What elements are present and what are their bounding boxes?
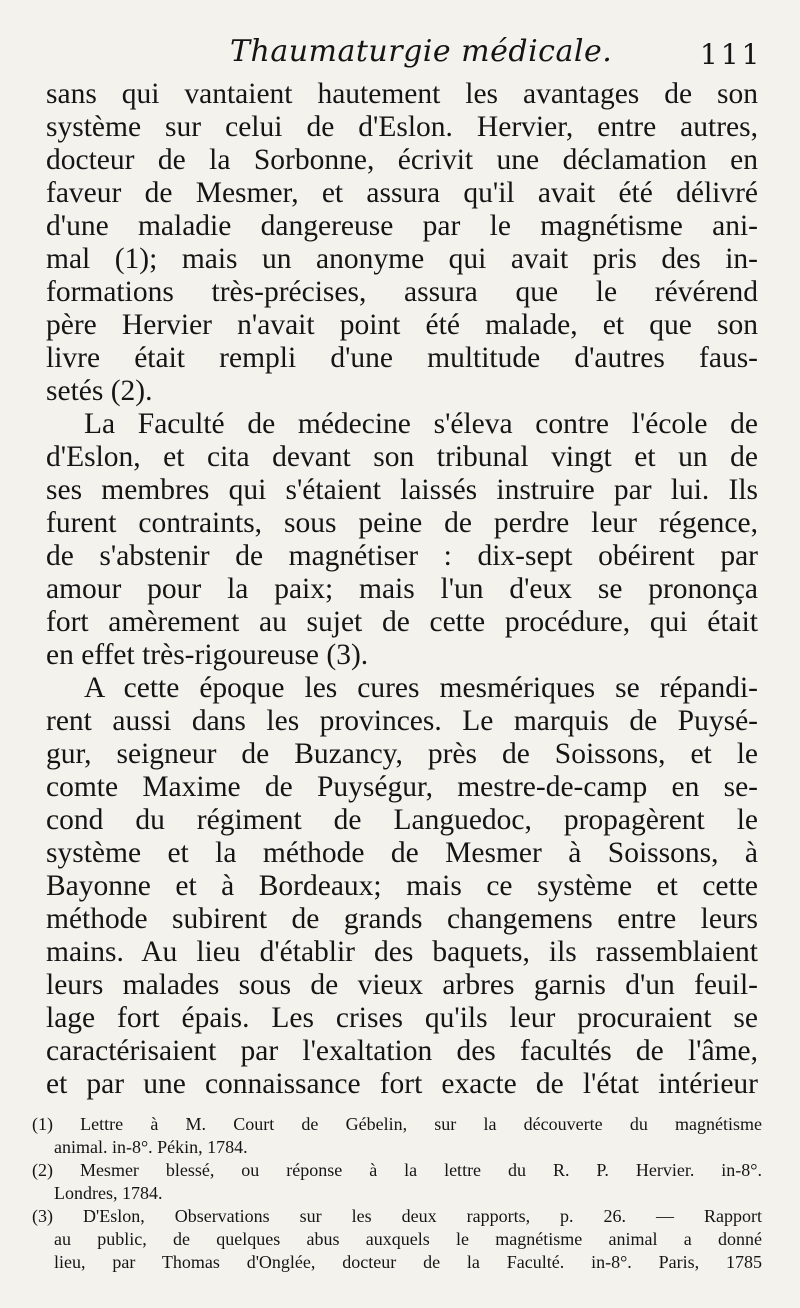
footnote-line: Londres, 1784.	[54, 1183, 163, 1203]
text-line: système et la méthode de Mesmer à Soissons, à	[46, 837, 758, 869]
page-header	[0, 28, 800, 71]
text-line: en effet très-rigoureuse (3).	[46, 639, 369, 671]
text-line: furent contraints, sous peine de perdre leur régence,	[46, 507, 758, 539]
text-line: système sur celui de d'Eslon. Hervier, entre autres,	[46, 111, 758, 143]
text-line: cond du régiment de Languedoc, propagèrent le	[46, 804, 758, 836]
text-line: gur, seigneur de Buzancy, près de Soissons, et le	[46, 738, 758, 770]
running-title: Thaumaturgie médicale.	[230, 34, 613, 69]
text-line: et par une connaissance fort exacte de l'état intérieur	[46, 1068, 758, 1100]
text-line: La Faculté de médecine s'éleva contre l'école de	[84, 408, 758, 440]
text-line: mains. Au lieu d'établir des baquets, ils rassemblaient	[46, 936, 758, 968]
text-line: formations très-précises, assura que le révérend	[46, 276, 758, 308]
text-line: ses membres qui s'étaient laissés instruire par lui. Ils	[46, 474, 758, 506]
text-line: rent aussi dans les provinces. Le marquis de Puysé-	[46, 705, 758, 737]
footnote-line: (2) Mesmer blessé, ou réponse à la lettre du R. P. Hervier. in-8°.	[32, 1160, 762, 1180]
footnote-divider	[44, 1107, 756, 1108]
text-line: méthode subirent de grands changemens entre leurs	[46, 903, 758, 935]
footnote-line: (1) Lettre à M. Court de Gébelin, sur la découverte du magnétisme	[32, 1114, 762, 1134]
footnote-line: au public, de quelques abus auxquels le magnétisme animal a donné	[54, 1229, 762, 1249]
text-line: caractérisaient par l'exaltation des facultés de l'âme,	[46, 1035, 758, 1067]
footnote-line: animal. in-8°. Pékin, 1784.	[54, 1137, 248, 1157]
text-line: d'une maladie dangereuse par le magnétisme ani-	[46, 210, 758, 242]
footnote-line: lieu, par Thomas d'Onglée, docteur de la Faculté. in-8°. Paris, 1785	[54, 1252, 762, 1272]
text-line: docteur de la Sorbonne, écrivit une déclamation en	[46, 144, 758, 176]
text-line: sans qui vantaient hautement les avantages de son	[46, 78, 758, 110]
page-number: 111	[700, 38, 763, 71]
text-line: de s'abstenir de magnétiser : dix-sept obéirent par	[46, 540, 758, 572]
text-line: Bayonne et à Bordeaux; mais ce système et cette	[46, 870, 758, 902]
text-line: mal (1); mais un anonyme qui avait pris des in-	[46, 243, 758, 275]
text-line: fort amèrement au sujet de cette procédure, qui était	[46, 606, 758, 638]
text-line: d'Eslon, et cita devant son tribunal vingt et un de	[46, 441, 758, 473]
text-line: livre était rempli d'une multitude d'autres faus-	[46, 342, 758, 374]
text-line: faveur de Mesmer, et assura qu'il avait été délivré	[46, 177, 758, 209]
text-line: père Hervier n'avait point été malade, et que son	[46, 309, 758, 341]
text-line: comte Maxime de Puységur, mestre-de-camp en se-	[46, 771, 758, 803]
text-line: setés (2).	[46, 375, 153, 407]
text-line: lage fort épais. Les crises qu'ils leur procuraient se	[46, 1002, 758, 1034]
text-line: A cette époque les cures mesmériques se répandi-	[84, 672, 758, 704]
footnote-line: (3) D'Eslon, Observations sur les deux rapports, p. 26. — Rapport	[32, 1206, 762, 1226]
text-line: leurs malades sous de vieux arbres garnis d'un feuil-	[46, 969, 758, 1001]
text-line: amour pour la paix; mais l'un d'eux se prononça	[46, 573, 758, 605]
